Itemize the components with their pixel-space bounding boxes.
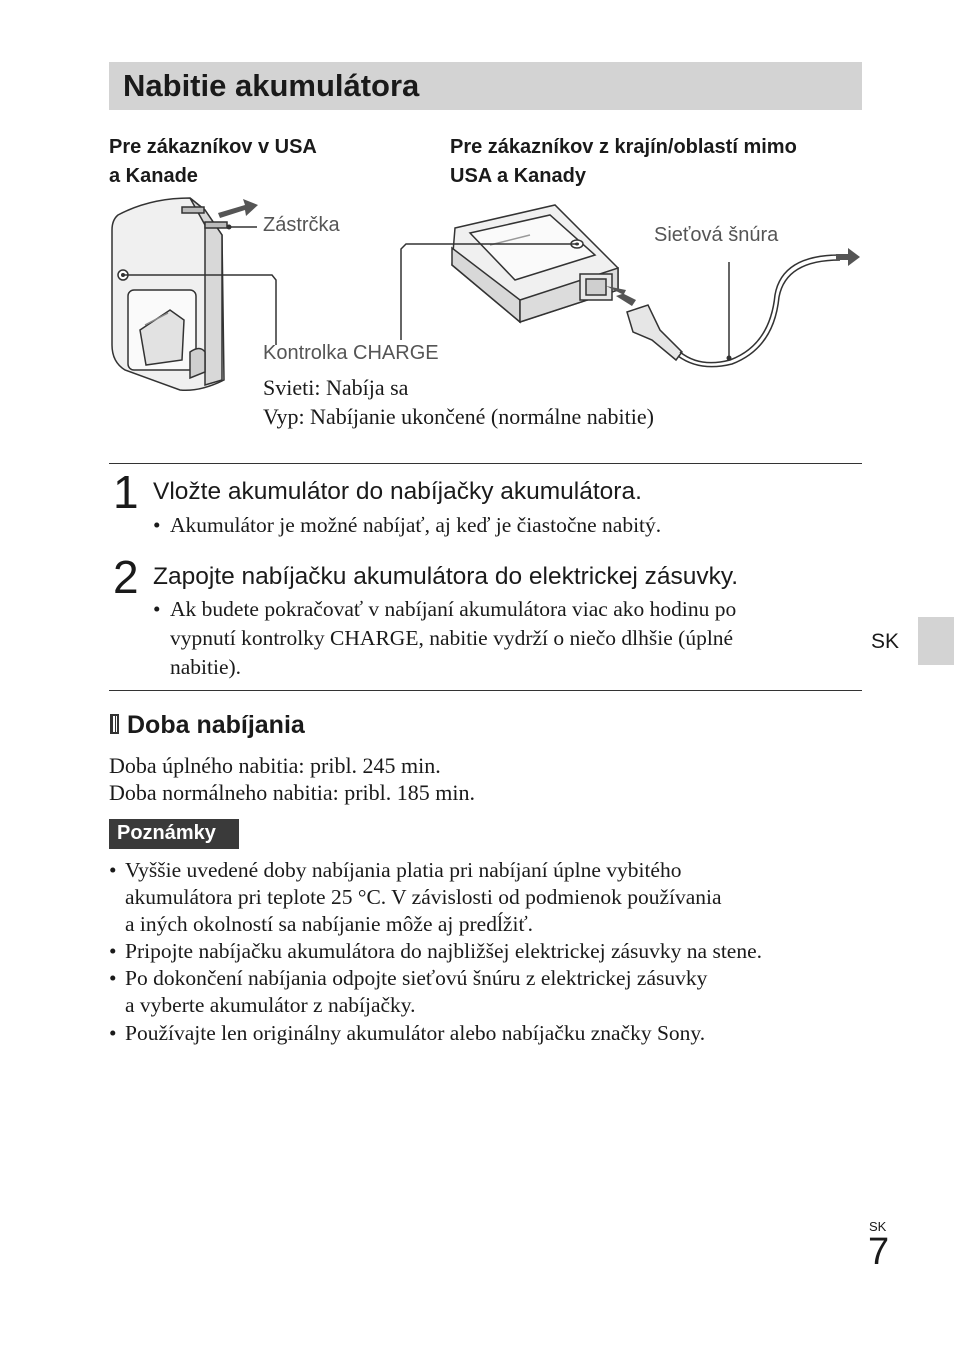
note-item: • Vyššie uvedené doby nabíjania platia pri nabíjaní úplne vybitého akumulátora pri teplote 25 °C. V závislosti od podmienok používania a iných okolností sa nabíjanie môže aj predĺžiť. <box>109 858 722 936</box>
arrow-icon <box>218 199 258 218</box>
power-cord-image <box>627 255 840 367</box>
note-item: • Pripojte nabíjačku akumulátora do najbližšej elektrickej zásuvky na stene. <box>109 939 763 963</box>
status-charging: Svieti: Nabíja sa <box>263 375 409 400</box>
divider <box>109 690 862 691</box>
status-complete: Vyp: Nabíjanie ukončené (normálne nabitie) <box>263 404 654 429</box>
divider <box>109 463 862 464</box>
normal-charge-time: Doba normálneho nabitia: pribl. 185 min. <box>109 780 475 805</box>
plug-label: Zástrčka <box>263 214 340 236</box>
charge-lamp-label: Kontrolka CHARGE <box>263 342 439 364</box>
heading-usa-canada: Pre zákazníkov v USA a Kanade <box>109 136 317 187</box>
language-side-label: SK <box>871 630 900 653</box>
heading-other-regions: Pre zákazníkov z krajín/oblastí mimo USA a Kanady <box>450 136 797 187</box>
step-title-1: Vložte akumulátor do nabíjačky akumulátora. <box>153 478 642 505</box>
note-item: • Po dokončení nabíjania odpojte sieťovú šnúru z elektrickej zásuvky a vyberte akumulátor z nabíjačky. <box>109 966 708 1017</box>
full-charge-time: Doba úplného nabitia: pribl. 245 min. <box>109 753 441 778</box>
step-number-1: 1 <box>113 466 139 518</box>
step-title-2: Zapojte nabíjačku akumulátora do elektrickej zásuvky. <box>153 563 739 590</box>
step-number-2: 2 <box>113 551 139 603</box>
step-2-note: • Ak budete pokračovať v nabíjaní akumulátora viac ako hodinu po vypnutí kontrolky CHARGE, nabitie vydrží o niečo dlhšie (úplné nabitie). <box>153 597 737 679</box>
wall-charger-image <box>112 198 227 390</box>
section-marker-icon <box>110 714 119 734</box>
note-item: • Používajte len originálny akumulátor alebo nabíjačku značky Sony. <box>109 1021 706 1045</box>
page-number: 7 <box>868 1231 890 1273</box>
charger-illustration <box>0 0 954 400</box>
language-side-tab <box>918 617 954 665</box>
footer-language: SK <box>869 1219 887 1234</box>
charging-time-heading: Doba nabíjania <box>110 711 305 740</box>
power-cord-label: Sieťová šnúra <box>654 224 779 246</box>
desktop-charger-image <box>452 205 618 322</box>
notes-badge: Poznámky <box>109 819 239 849</box>
arrow-icon <box>836 248 860 266</box>
page-title: Nabitie akumulátora <box>123 68 420 103</box>
